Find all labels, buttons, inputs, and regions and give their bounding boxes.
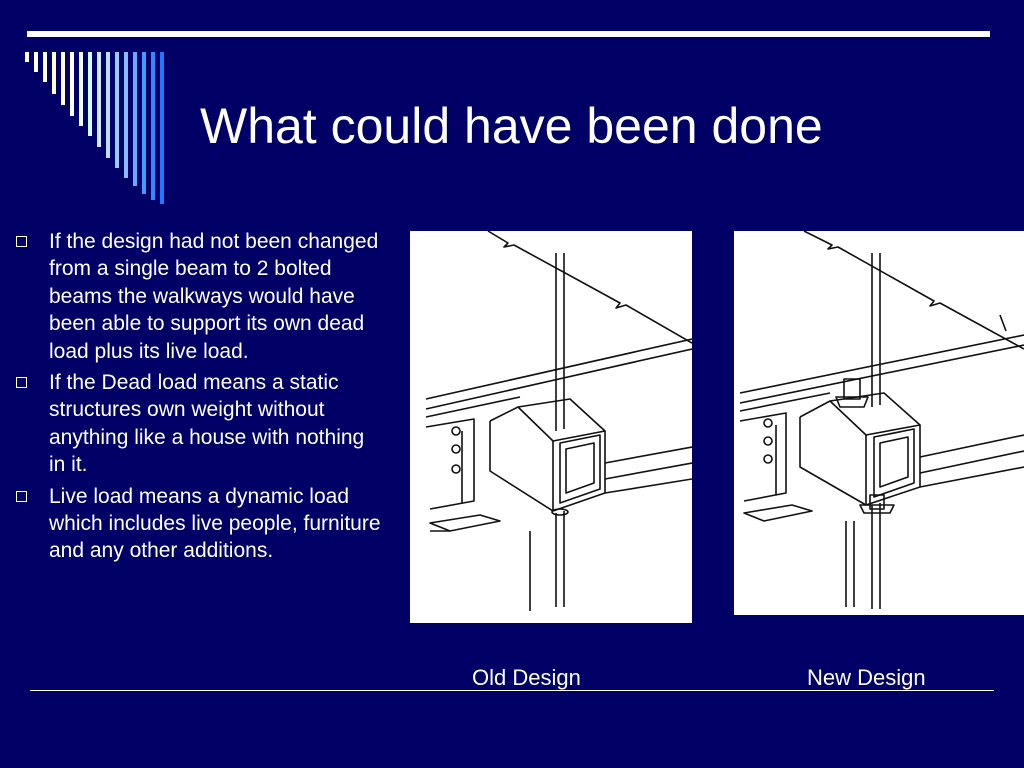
bullet-text: If the Dead load means a static structures own weight without anything like a house with nothing in it. (49, 371, 365, 477)
hollow-square-bullet-icon (16, 491, 27, 502)
bullet-list (14, 228, 384, 569)
bullet-text: Live load means a dynamic load which includes live people, furniture and any other additions. (49, 484, 381, 563)
hollow-square-bullet-icon (16, 377, 27, 388)
slide-title: What could have been done (200, 98, 823, 154)
bullet-text: If the design had not been changed from a single beam to 2 bolted beams the walkways would have been able to support its own dead load plus its live load. (49, 230, 379, 363)
bullet-item (14, 483, 384, 565)
old-design-caption: Old Design (472, 665, 581, 690)
bullet-item (14, 369, 384, 479)
hollow-square-bullet-icon (16, 236, 27, 247)
new-design-caption: New Design (807, 665, 926, 690)
bullet-item (14, 228, 384, 365)
old-design-diagram (410, 231, 692, 623)
new-design-diagram (734, 231, 1024, 615)
bottom-divider-line (30, 690, 994, 691)
decorative-stripes (0, 0, 180, 210)
